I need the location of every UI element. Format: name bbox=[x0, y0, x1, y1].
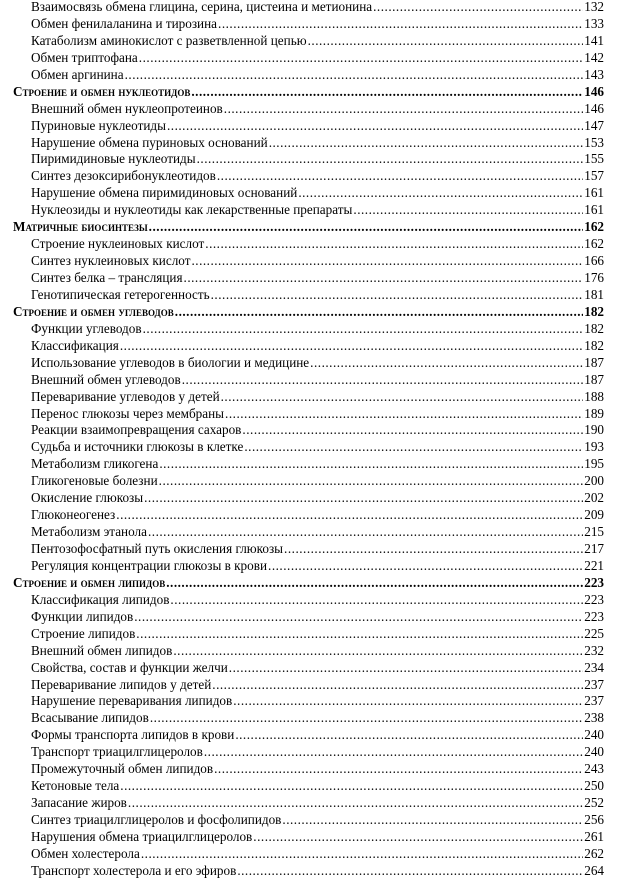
toc-entry[interactable] bbox=[0, 33, 623, 50]
toc-entry-title: Нарушение переваривания липидов bbox=[31, 693, 233, 709]
dot-leader bbox=[139, 50, 583, 67]
toc-entry-title: Промежуточный обмен липидов bbox=[31, 761, 214, 777]
toc-entry-title: Нарушения обмена триацилглицеролов bbox=[31, 828, 253, 844]
toc-entry-title: Взаимосвязь обмена глицина, серина, цистеина и метионина bbox=[31, 0, 373, 14]
toc-entry-title: Нуклеозиды и нуклеотиды как лекарственные препараты bbox=[31, 202, 353, 218]
toc-entry[interactable] bbox=[0, 660, 623, 677]
toc-entry-title: Глюконеогенез bbox=[31, 507, 116, 523]
toc-entry-page: 221 bbox=[584, 557, 604, 573]
toc-entry[interactable] bbox=[0, 16, 623, 33]
dot-leader bbox=[235, 727, 583, 744]
toc-entry[interactable] bbox=[0, 202, 623, 219]
toc-entry-page: 188 bbox=[584, 388, 604, 404]
toc-entry[interactable] bbox=[0, 101, 623, 118]
dot-leader bbox=[144, 490, 583, 507]
dot-leader bbox=[225, 406, 583, 423]
dot-leader bbox=[159, 473, 584, 490]
toc-entry[interactable] bbox=[0, 795, 623, 812]
dot-leader bbox=[120, 338, 583, 355]
toc-entry[interactable] bbox=[0, 439, 623, 456]
dot-leader bbox=[244, 439, 583, 456]
toc-entry-page: 195 bbox=[584, 456, 604, 472]
toc-entry-page: 234 bbox=[584, 659, 604, 675]
toc-entry[interactable] bbox=[0, 524, 623, 541]
toc-entry-page: 187 bbox=[584, 371, 604, 387]
toc-entry-title: Функции углеводов bbox=[31, 320, 142, 336]
toc-entry-title: Функции липидов bbox=[31, 608, 134, 624]
dot-leader bbox=[116, 507, 583, 524]
toc-entry[interactable] bbox=[0, 812, 623, 829]
toc-entry[interactable] bbox=[0, 67, 623, 84]
toc-entry-page: 181 bbox=[584, 286, 604, 302]
dot-leader bbox=[212, 677, 583, 694]
toc-entry-title: Метаболизм гликогена bbox=[31, 456, 159, 472]
dot-leader bbox=[182, 372, 584, 389]
toc-entry[interactable] bbox=[0, 677, 623, 694]
dot-leader bbox=[125, 67, 584, 84]
toc-section-entry[interactable] bbox=[0, 304, 623, 321]
dot-leader bbox=[310, 355, 583, 372]
toc-entry[interactable] bbox=[0, 236, 623, 253]
dot-leader bbox=[143, 321, 584, 338]
dot-leader bbox=[221, 389, 584, 406]
toc-entry-title: Внешний обмен нуклеопротеинов bbox=[31, 100, 223, 116]
dot-leader bbox=[218, 16, 583, 33]
toc-entry-title: Переваривание углеводов у детей bbox=[31, 388, 220, 404]
toc-entry-title: Классификация bbox=[31, 337, 119, 353]
toc-entry-page: 223 bbox=[584, 591, 604, 607]
toc-entry-title: Свойства, состав и функции желчи bbox=[31, 659, 228, 675]
toc-entry-title: Матричные биосинтезы bbox=[13, 219, 148, 235]
toc-entry-page: 202 bbox=[584, 490, 604, 506]
toc-entry-title: Генотипическая гетерогенность bbox=[31, 286, 210, 302]
toc-entry-title: Переваривание липидов у детей bbox=[31, 676, 212, 692]
toc-entry-page: 223 bbox=[584, 574, 604, 590]
toc-entry-page: 264 bbox=[584, 862, 604, 878]
dot-leader bbox=[134, 609, 583, 626]
toc-entry-page: 142 bbox=[584, 49, 604, 65]
dot-leader bbox=[148, 524, 583, 541]
toc-entry[interactable] bbox=[0, 372, 623, 389]
toc-entry[interactable] bbox=[0, 744, 623, 761]
toc-entry[interactable] bbox=[0, 253, 623, 270]
toc-entry-page: 262 bbox=[584, 845, 604, 861]
toc-entry[interactable] bbox=[0, 846, 623, 863]
toc-entry[interactable] bbox=[0, 0, 623, 16]
toc-entry-title: Строение нуклеиновых кислот bbox=[31, 236, 205, 252]
dot-leader bbox=[242, 422, 583, 439]
toc-entry-page: 238 bbox=[584, 710, 604, 726]
dot-leader bbox=[141, 846, 583, 863]
toc-section-entry[interactable] bbox=[0, 219, 623, 236]
toc-entry-title: Обмен холестерола bbox=[31, 845, 140, 861]
toc-entry-title: Запасание жиров bbox=[31, 795, 127, 811]
toc-entry-page: 223 bbox=[584, 608, 604, 624]
toc-entry-page: 182 bbox=[584, 303, 604, 319]
toc-entry[interactable] bbox=[0, 710, 623, 727]
toc-entry-title: Внешний обмен липидов bbox=[31, 642, 173, 658]
dot-leader bbox=[373, 0, 583, 16]
toc-entry-title: Пуриновые нуклеотиды bbox=[31, 117, 166, 133]
toc-entry-title: Метаболизм этанола bbox=[31, 524, 147, 540]
toc-entry[interactable] bbox=[0, 592, 623, 609]
toc-entry-title: Классификация липидов bbox=[31, 591, 170, 607]
toc-entry[interactable] bbox=[0, 355, 623, 372]
toc-entry[interactable] bbox=[0, 135, 623, 152]
toc-entry-title: Катаболизм аминокислот с разветвленной цепью bbox=[31, 32, 307, 48]
dot-leader bbox=[149, 219, 584, 236]
toc-entry[interactable] bbox=[0, 643, 623, 660]
toc-entry-title: Всасывание липидов bbox=[31, 710, 149, 726]
toc-entry-page: 189 bbox=[584, 405, 604, 421]
toc-entry-page: 143 bbox=[584, 66, 604, 82]
toc-entry[interactable] bbox=[0, 829, 623, 846]
toc-entry-title: Нарушение обмена пуриновых оснований bbox=[31, 134, 268, 150]
toc-entry-page: 225 bbox=[584, 625, 604, 641]
toc-entry-page: 155 bbox=[584, 151, 604, 167]
toc-entry[interactable] bbox=[0, 406, 623, 423]
toc-entry-title: Гликогеновые болезни bbox=[31, 473, 158, 489]
toc-entry[interactable] bbox=[0, 287, 623, 304]
dot-leader bbox=[233, 693, 583, 710]
toc-entry-title: Кетоновые тела bbox=[31, 778, 120, 794]
toc-entry-page: 161 bbox=[584, 185, 604, 201]
toc-entry-page: 190 bbox=[584, 422, 604, 438]
toc-entry-title: Синтез триацилглицеролов и фосфолипидов bbox=[31, 812, 282, 827]
toc-entry-title: Строение и обмен липидов bbox=[13, 574, 166, 590]
dot-leader bbox=[159, 456, 583, 473]
toc-entry-title: Транспорт триацилглицеролов bbox=[31, 744, 203, 760]
toc-entry-page: 200 bbox=[584, 473, 604, 489]
toc-entry[interactable] bbox=[0, 389, 623, 406]
toc-entry[interactable] bbox=[0, 456, 623, 473]
toc-entry[interactable] bbox=[0, 270, 623, 287]
toc-entry-page: 237 bbox=[584, 676, 604, 692]
toc-entry[interactable] bbox=[0, 185, 623, 202]
toc-entry-page: 161 bbox=[584, 202, 604, 218]
toc-entry-page: 237 bbox=[584, 693, 604, 709]
dot-leader bbox=[268, 558, 583, 575]
dot-leader bbox=[229, 660, 583, 677]
toc-entry[interactable] bbox=[0, 778, 623, 795]
dot-leader bbox=[136, 626, 583, 643]
toc-entry-title: Нарушение обмена пиримидиновых оснований bbox=[31, 185, 298, 201]
toc-entry-page: 162 bbox=[584, 219, 604, 235]
toc-entry[interactable] bbox=[0, 727, 623, 744]
dot-leader bbox=[150, 710, 583, 727]
toc-entry-page: 256 bbox=[584, 812, 604, 827]
dot-leader bbox=[170, 592, 583, 609]
toc-entry-title: Синтез нуклеиновых кислот bbox=[31, 253, 191, 269]
dot-leader bbox=[205, 236, 583, 253]
dot-leader bbox=[253, 829, 583, 846]
dot-leader bbox=[217, 168, 583, 185]
dot-leader bbox=[284, 541, 583, 558]
toc-entry-page: 193 bbox=[584, 439, 604, 455]
dot-leader bbox=[298, 185, 583, 202]
toc-entry-title: Перенос глюкозы через мембраны bbox=[31, 405, 225, 421]
toc-entry-title: Пиримидиновые нуклеотиды bbox=[31, 151, 196, 167]
toc-entry-page: 209 bbox=[584, 507, 604, 523]
toc-entry-title: Регуляция концентрации глюкозы в крови bbox=[31, 557, 268, 573]
toc-entry-page: 250 bbox=[584, 778, 604, 794]
dot-leader bbox=[175, 304, 583, 321]
toc-entry-page: 252 bbox=[584, 795, 604, 811]
toc-entry-title: Обмен фенилаланина и тирозина bbox=[31, 15, 218, 31]
dot-leader bbox=[191, 84, 583, 101]
toc-section-entry[interactable] bbox=[0, 575, 623, 592]
toc-entry-page: 240 bbox=[584, 744, 604, 760]
toc-entry-title: Использование углеводов в биологии и медицине bbox=[31, 354, 310, 370]
toc-entry-page: 146 bbox=[584, 100, 604, 116]
toc-entry[interactable] bbox=[0, 118, 623, 135]
dot-leader bbox=[167, 118, 583, 135]
toc-entry[interactable] bbox=[0, 151, 623, 168]
toc-entry-title: Синтез белка – трансляция bbox=[31, 270, 183, 285]
toc-entry-page: 261 bbox=[584, 828, 604, 844]
dot-leader bbox=[237, 863, 583, 880]
toc-entry[interactable] bbox=[0, 473, 623, 490]
toc-entry[interactable] bbox=[0, 693, 623, 710]
toc-entry[interactable] bbox=[0, 507, 623, 524]
toc-entry-title: Строение и обмен нуклеотидов bbox=[13, 83, 191, 99]
toc-entry-title: Обмен аргинина bbox=[31, 66, 124, 82]
toc-entry-title: Пентозофосфатный путь окисления глюкозы bbox=[31, 541, 284, 556]
dot-leader bbox=[214, 761, 583, 778]
dot-leader bbox=[166, 575, 583, 592]
dot-leader bbox=[204, 744, 583, 761]
toc-entry[interactable] bbox=[0, 761, 623, 778]
toc-entry-page: 147 bbox=[584, 117, 604, 133]
toc-entry-page: 162 bbox=[584, 236, 604, 252]
toc-entry-page: 166 bbox=[584, 253, 604, 269]
toc-entry[interactable] bbox=[0, 863, 623, 880]
toc-entry-page: 176 bbox=[584, 270, 604, 285]
toc-entry-page: 182 bbox=[584, 337, 604, 353]
dot-leader bbox=[224, 101, 583, 118]
toc-entry-page: 187 bbox=[584, 354, 604, 370]
toc-entry-page: 240 bbox=[584, 727, 604, 743]
toc-section-entry[interactable] bbox=[0, 84, 623, 101]
toc-entry-title: Внешний обмен углеводов bbox=[31, 371, 181, 387]
toc-entry-title: Строение липидов bbox=[31, 625, 136, 641]
dot-leader bbox=[353, 202, 583, 219]
toc-entry-page: 141 bbox=[584, 32, 604, 48]
toc-entry[interactable] bbox=[0, 609, 623, 626]
toc-entry-title: Синтез дезоксирибонуклеотидов bbox=[31, 168, 216, 184]
toc-entry-title: Транспорт холестерола и его эфиров bbox=[31, 862, 237, 878]
toc-entry[interactable] bbox=[0, 558, 623, 575]
toc-entry[interactable] bbox=[0, 541, 623, 558]
toc-entry-title: Обмен триптофана bbox=[31, 49, 138, 65]
dot-leader bbox=[173, 643, 583, 660]
toc-entry-page: 243 bbox=[584, 761, 604, 777]
toc-entry[interactable] bbox=[0, 168, 623, 185]
dot-leader bbox=[308, 33, 584, 50]
toc-entry-page: 132 bbox=[584, 0, 604, 14]
toc-entry-page: 182 bbox=[584, 320, 604, 336]
toc-entry-title: Судьба и источники глюкозы в клетке bbox=[31, 439, 244, 455]
toc-entry-title: Строение и обмен углеводов bbox=[13, 303, 174, 319]
toc-entry-title: Окисление глюкозы bbox=[31, 490, 144, 506]
toc-entry[interactable] bbox=[0, 338, 623, 355]
toc-entry-page: 133 bbox=[584, 15, 604, 31]
dot-leader bbox=[197, 151, 584, 168]
toc-entry-page: 217 bbox=[584, 541, 604, 556]
toc-entry-page: 232 bbox=[584, 642, 604, 658]
toc-entry[interactable] bbox=[0, 626, 623, 643]
dot-leader bbox=[269, 135, 584, 152]
toc-entry-page: 215 bbox=[584, 524, 604, 540]
dot-leader bbox=[128, 795, 583, 812]
toc-entry[interactable] bbox=[0, 422, 623, 439]
dot-leader bbox=[211, 287, 584, 304]
toc-entry-title: Формы транспорта липидов в крови bbox=[31, 727, 235, 743]
dot-leader bbox=[282, 812, 583, 829]
dot-leader bbox=[191, 253, 583, 270]
toc-entry-page: 146 bbox=[584, 83, 604, 99]
toc-entry[interactable] bbox=[0, 50, 623, 67]
toc-entry[interactable] bbox=[0, 321, 623, 338]
dot-leader bbox=[120, 778, 583, 795]
dot-leader bbox=[184, 270, 584, 287]
toc-entry-title: Реакции взаимопревращения сахаров bbox=[31, 422, 242, 438]
toc-entry-page: 157 bbox=[584, 168, 604, 184]
toc-entry[interactable] bbox=[0, 490, 623, 507]
toc-entry-page: 153 bbox=[584, 134, 604, 150]
